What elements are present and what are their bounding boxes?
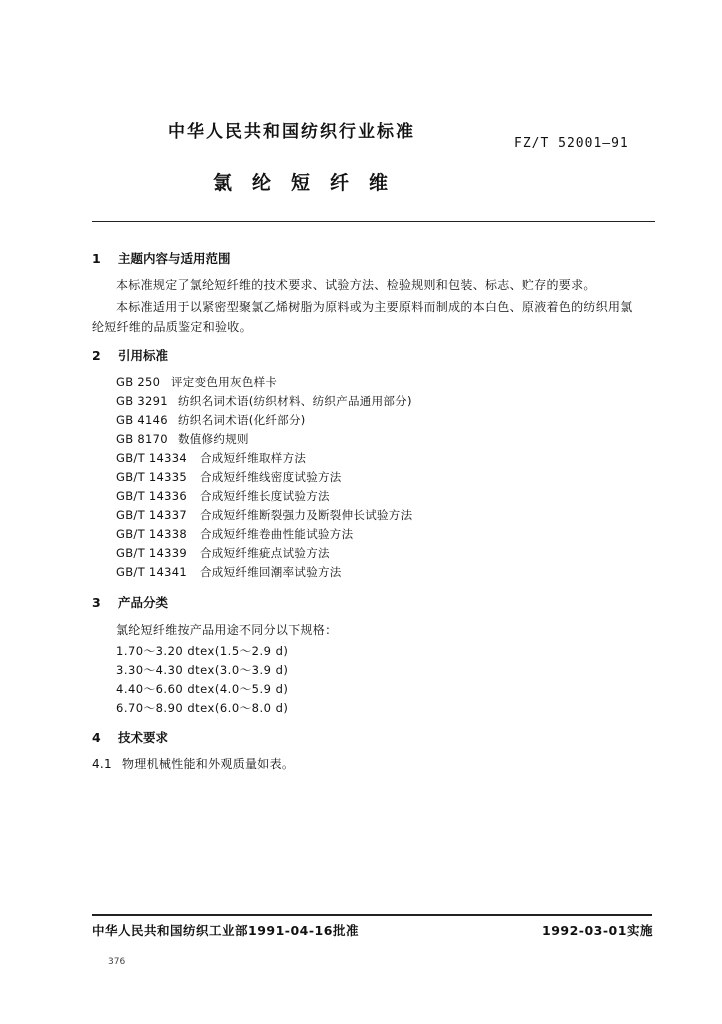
- document-title: 氯纶短纤维: [213, 172, 409, 194]
- approval-statement: 中华人民共和国纺织工业部1991-04-16批准: [92, 923, 359, 938]
- reference-item: [116, 507, 412, 523]
- reference-code: GB 250: [116, 375, 161, 389]
- reference-name: 合成短纤维长度试验方法: [200, 489, 330, 503]
- standard-code: FZ/T 52001—91: [514, 136, 629, 151]
- reference-name: 纺织名词术语(化纤部分): [178, 413, 306, 427]
- reference-name: 评定变色用灰色样卡: [171, 375, 278, 389]
- reference-code: GB/T 14338: [116, 527, 187, 541]
- reference-code: GB/T 14337: [116, 508, 187, 522]
- header-divider: [92, 221, 655, 222]
- reference-name: 合成短纤维取样方法: [200, 451, 307, 465]
- reference-code: GB 8170: [116, 432, 168, 446]
- spec-item: 3.30～4.30 dtex(3.0～3.9 d): [116, 663, 289, 677]
- reference-code: GB 4146: [116, 413, 168, 427]
- section-title: 引用标准: [118, 348, 169, 363]
- reference-item: [116, 526, 353, 542]
- clause-4-1: [92, 755, 294, 772]
- section-title: 产品分类: [118, 595, 169, 610]
- reference-item: [116, 412, 306, 428]
- page-number: 376: [108, 957, 126, 967]
- section-title: 技术要求: [118, 730, 169, 745]
- reference-code: GB/T 14336: [116, 489, 187, 503]
- section-title: 主题内容与适用范围: [118, 251, 231, 266]
- spec-item: 1.70～3.20 dtex(1.5～2.9 d): [116, 644, 289, 658]
- clause-number: 4.1: [92, 757, 112, 771]
- reference-name: 合成短纤维断裂强力及断裂伸长试验方法: [200, 508, 413, 522]
- reference-name: 合成短纤维疵点试验方法: [200, 546, 330, 560]
- section-3-intro: 氯纶短纤维按产品用途不同分以下规格：: [116, 623, 338, 637]
- reference-name: 合成短纤维线密度试验方法: [200, 470, 342, 484]
- section-1-paragraph-1: 本标准规定了氯纶短纤维的技术要求、试验方法、检验规则和包装、标志、贮存的要求。: [116, 278, 596, 292]
- section-number: 2: [92, 348, 101, 363]
- reference-item: [116, 545, 330, 561]
- section-1-paragraph-2-line-2: 纶短纤维的品质鉴定和验收。: [92, 320, 252, 334]
- clause-text: 物理机械性能和外观质量如表。: [122, 757, 295, 771]
- section-2-heading: [92, 346, 168, 364]
- section-1-heading: [92, 249, 231, 267]
- reference-name: 数值修约规则: [178, 432, 249, 446]
- reference-code: GB/T 14334: [116, 451, 187, 465]
- spec-item: 4.40～6.60 dtex(4.0～5.9 d): [116, 682, 289, 696]
- section-number: 3: [92, 595, 101, 610]
- reference-name: 合成短纤维卷曲性能试验方法: [200, 527, 354, 541]
- footer-divider: [92, 914, 652, 916]
- issuing-body-title: 中华人民共和国纺织行业标准: [168, 122, 415, 142]
- reference-name: 纺织名词术语(纺织材料、纺织产品通用部分): [178, 394, 412, 408]
- reference-item: [116, 393, 412, 409]
- reference-item: [116, 488, 330, 504]
- reference-item: [116, 374, 277, 390]
- reference-code: GB/T 14335: [116, 470, 187, 484]
- section-number: 4: [92, 730, 101, 745]
- implementation-date: 1992-03-01实施: [542, 923, 653, 938]
- reference-item: [116, 431, 249, 447]
- reference-item: [116, 450, 306, 466]
- spec-item: 6.70～8.90 dtex(6.0～8.0 d): [116, 701, 289, 715]
- section-number: 1: [92, 251, 101, 266]
- reference-item: [116, 469, 342, 485]
- reference-name: 合成短纤维回潮率试验方法: [200, 565, 342, 579]
- reference-code: GB/T 14341: [116, 565, 187, 579]
- section-1-paragraph-2-line-1: 本标准适用于以紧密型聚氯乙烯树脂为原料或为主要原料而制成的本白色、原液着色的纺织用氯: [116, 300, 633, 314]
- reference-code: GB/T 14339: [116, 546, 187, 560]
- section-3-heading: [92, 593, 168, 611]
- reference-item: [116, 564, 342, 580]
- reference-code: GB 3291: [116, 394, 168, 408]
- section-4-heading: [92, 728, 168, 746]
